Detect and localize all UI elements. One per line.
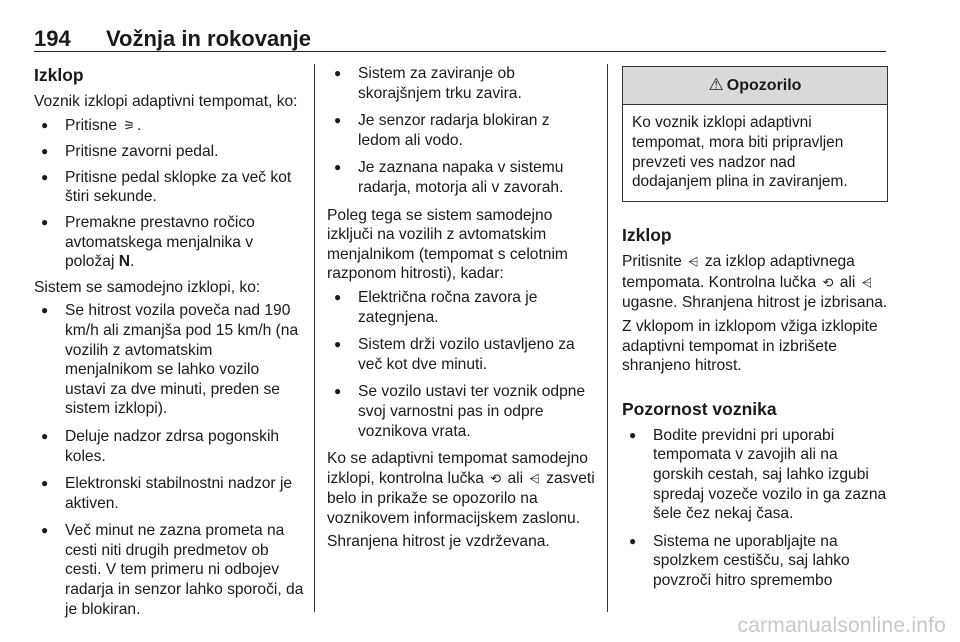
system-deactivation-list [34, 301, 304, 619]
column-3 [622, 64, 888, 599]
watermark: carmanualsonline.info [737, 614, 946, 637]
auto-transmission-list [327, 288, 595, 441]
list-item: ● Elektronski stabilnostni nadzor je aktiven. [34, 474, 304, 513]
system-intro-paragraph: Sistem se samodejno izklopi, ko: [34, 278, 261, 296]
list-item: ● Se vozilo ustavi ter voznik odpne svoj varnostni pas in odpre voznikova vrata. [327, 382, 595, 441]
section-heading-driver-attention: Pozornost voznika [622, 398, 777, 419]
list-item: ● Sistem drži vozilo ustavljeno za več kot dve minuti. [327, 335, 595, 374]
cruise-control-icon: ⚞ [123, 118, 135, 134]
system-deactivation-list-continued [327, 64, 595, 198]
list-item: ● Pritisne zavorni pedal. [34, 142, 304, 162]
driver-deactivation-list [34, 116, 304, 272]
list-item: ● Premakne prestavno ročico avtomatskega menjalnika v položaj N. [34, 213, 304, 272]
page-number: 194 [34, 26, 71, 51]
section-heading-izklop-2: Izklop [622, 225, 672, 246]
list-item: ● Pritisne pedal sklopke za več kot štiri sekunde. [34, 168, 304, 207]
warning-header [623, 67, 887, 105]
warning-title: Opozorilo [726, 76, 802, 94]
list-item: ● Sistema ne uporabljajte na spolzkem cestišču, saj lahko povzroči hitro spremembo [622, 532, 888, 591]
warning-triangle-icon: ⚠ [708, 74, 724, 95]
adaptive-cruise-indicator-icon: ⩤ [529, 471, 540, 487]
list-item: ● Bodite previdni pri uporabi tempomata v zavojih ali na gorskih cestah, saj lahko izgubi spredaj vozeče vozilo in ga zazna šele čez nekaj časa. [622, 426, 888, 524]
adaptive-cruise-indicator-icon: ⩤ [861, 275, 873, 291]
auto-transmission-paragraph: Poleg tega se sistem samodejno izključi na vozilih z avtomatskim menjalnikom (tempomat s celotnim razponom hitrosti), kadar: [327, 206, 568, 283]
driver-attention-list [622, 426, 888, 591]
list-item: ● Je zaznana napaka v sistemu radarja, motorja ali v zavorah. [327, 158, 595, 197]
list-item: ● Električna ročna zavora je zategnjena. [327, 288, 595, 327]
warning-text: Ko voznik izklopi adaptivni tempomat, mora biti pripravljen prevzeti ves nadzor nad dodajanjem plina in zaviranjem. [632, 114, 848, 191]
deactivate-paragraph: Pritisnite ⩤ za izklop adaptivnega tempomata. Kontrolna lučka ⟲ ali ⩤ ugasne. Shranjena hitrost je izbrisana. [622, 253, 888, 312]
list-item: ● Se hitrost vozila poveča nad 190 km/h ali zmanjša pod 15 km/h (na vozilih z avtomatskim menjalnikom se lahko vozilo ustavi za dve minuti, preden se sistem izklopi). [34, 301, 304, 419]
list-item: ● Je senzor radarja blokiran z ledom ali vodo. [327, 111, 595, 150]
section-heading-izklop: Izklop [34, 65, 84, 85]
page-title: Vožnja in rokovanje [106, 26, 311, 51]
list-item: ● Več minut ne zazna prometa na cesti niti drugih predmetov ob cesti. V tem primeru ni odbojev radarja in senzor lahko sporoči, da je blokiran. [34, 521, 304, 619]
list-item: ● Deluje nadzor zdrsa pogonskih koles. [34, 427, 304, 466]
adaptive-cruise-button-icon: ⩤ [688, 255, 699, 271]
list-item: ● Pritisne ⚞ . [34, 116, 304, 137]
list-item: ● Sistem za zaviranje ob skorajšnjem trku zavira. [327, 64, 595, 103]
column-2 [327, 64, 595, 556]
cruise-control-indicator-icon: ⟲ [822, 275, 834, 291]
cruise-control-indicator-icon: ⟲ [490, 471, 502, 487]
warning-box [622, 66, 888, 202]
indicator-paragraph: Ko se adaptivni tempomat samodejno izklopi, kontrolna lučka ⟲ ali ⩤ zasveti belo in prikaže se opozorilo na voznikovem informacijskem zaslonu. [327, 450, 595, 527]
ignition-paragraph: Z vklopom in izklopom vžiga izklopite adaptivni tempomat in izbrišete shranjeno hitrost. [622, 317, 878, 375]
column-divider-2 [607, 64, 608, 612]
column-divider-1 [314, 64, 315, 612]
intro-paragraph: Voznik izklopi adaptivni tempomat, ko: [34, 93, 298, 110]
stored-speed-paragraph: Shranjena hitrost je vzdrževana. [327, 533, 550, 551]
column-1 [34, 64, 304, 627]
page-header [34, 24, 886, 52]
